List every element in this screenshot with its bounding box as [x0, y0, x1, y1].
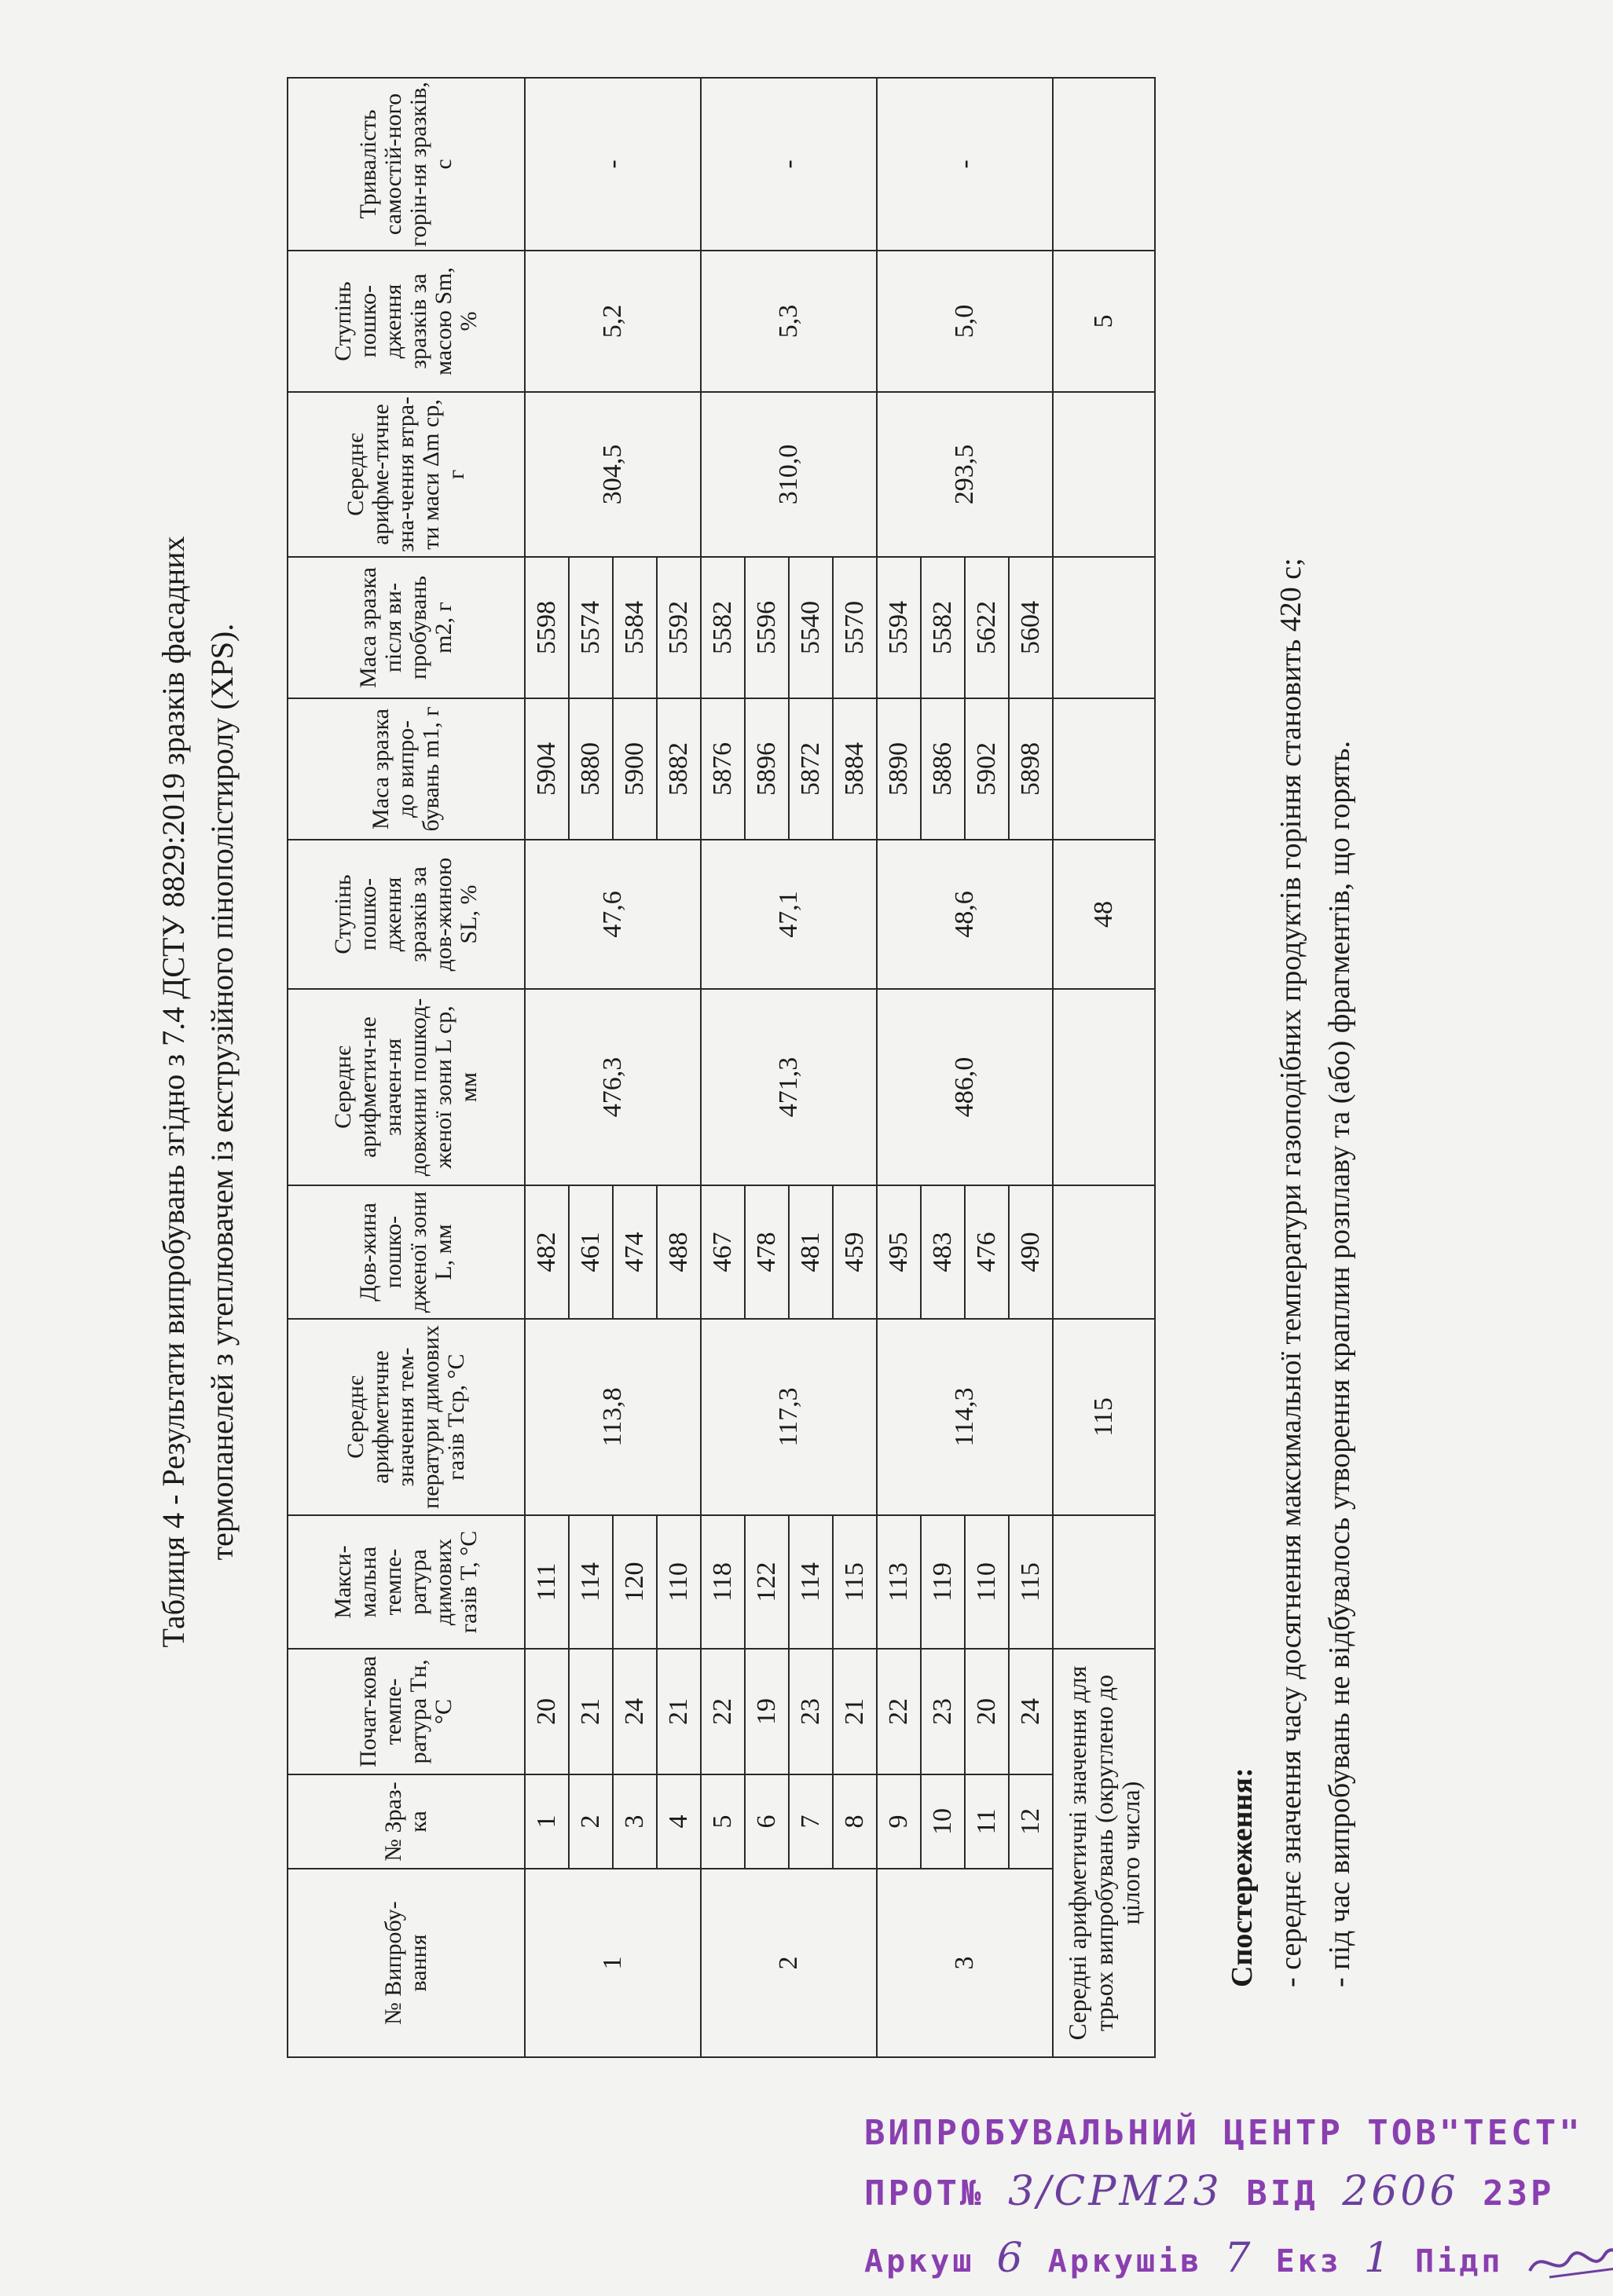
mass-before: 5876: [701, 698, 745, 840]
sample-number: 4: [657, 1774, 701, 1869]
mass-after: 5596: [745, 557, 789, 698]
mass-after: 5592: [657, 557, 701, 698]
mass-after: 5622: [965, 557, 1009, 698]
mass-before: 5882: [657, 698, 701, 840]
length-damage-degree: 48,6: [877, 840, 1053, 989]
summary-length-damage: 48: [1053, 840, 1155, 989]
avg-damaged-length: 486,0: [877, 989, 1053, 1185]
sample-number: 8: [833, 1774, 877, 1869]
test-number: 3: [877, 1869, 1053, 2057]
damaged-length: 476: [965, 1185, 1009, 1319]
results-table: [287, 77, 1156, 2058]
stamp-line-2: [864, 2168, 1613, 2215]
damaged-length: 483: [921, 1185, 965, 1319]
initial-temp: 22: [877, 1649, 921, 1774]
max-temp: 110: [965, 1515, 1009, 1649]
damaged-length: 488: [657, 1185, 701, 1319]
initial-temp: 21: [833, 1649, 877, 1774]
table-caption: [149, 189, 247, 1995]
max-temp: 122: [745, 1515, 789, 1649]
max-temp: 119: [921, 1515, 965, 1649]
header-cell: Дов-жина пошко-дженої зони L, мм: [288, 1185, 525, 1319]
handwritten-protocol-number: 3/СРМ23: [1007, 2168, 1223, 2215]
mass-after: 5582: [701, 557, 745, 698]
summary-empty: [1053, 1185, 1155, 1319]
damaged-length: 490: [1009, 1185, 1053, 1319]
max-temp: 114: [569, 1515, 613, 1649]
initial-temp: 21: [657, 1649, 701, 1774]
summary-row: [1053, 78, 1155, 2057]
max-temp: 115: [1009, 1515, 1053, 1649]
mass-damage-degree: 5,0: [877, 251, 1053, 392]
table-row: [525, 78, 569, 2057]
header-cell: Середнє арифметич-не значен-ня довжини пошкод-женої зони L ср, мм: [288, 989, 525, 1185]
stamp-protocol-label: ПРОТ№: [864, 2173, 984, 2214]
sample-number: 11: [965, 1774, 1009, 1869]
damaged-length: 482: [525, 1185, 569, 1319]
mass-before: 5898: [1009, 698, 1053, 840]
max-temp: 114: [789, 1515, 833, 1649]
mass-after: 5604: [1009, 557, 1053, 698]
sample-number: 9: [877, 1774, 921, 1869]
handwritten-sheets-total: 7: [1224, 2235, 1254, 2282]
stamp-sheet-label: Аркуш: [864, 2243, 975, 2280]
header-cell: Ступінь пошко-дження зразків за дов-жиною SL, %: [288, 840, 525, 989]
caption-line-2: термопанелей з утеплювачем із екструзійного пінополістиролу (XPS).: [204, 623, 240, 1561]
avg-mass-loss: 304,5: [525, 392, 701, 557]
summary-empty: [1053, 557, 1155, 698]
mass-before: 5902: [965, 698, 1009, 840]
avg-temp: 113,8: [525, 1319, 701, 1515]
stamp-line-3: [864, 2235, 1613, 2287]
burning-duration: -: [877, 78, 1053, 251]
mass-before: 5900: [613, 698, 657, 840]
header-cell: Середнє арифме-тичне зна-чення втра-ти маси Δm ср, г: [288, 392, 525, 557]
table-row: [701, 78, 745, 2057]
avg-temp: 117,3: [701, 1319, 877, 1515]
table-body: [525, 78, 1155, 2057]
header-cell: Маса зразка після ви-пробувань m2, г: [288, 557, 525, 698]
test-number: 2: [701, 1869, 877, 2057]
max-temp: 110: [657, 1515, 701, 1649]
mass-after: 5598: [525, 557, 569, 698]
observations: [1218, 102, 1364, 1987]
avg-temp: 114,3: [877, 1319, 1053, 1515]
table-header: [288, 78, 525, 2057]
sample-number: 1: [525, 1774, 569, 1869]
signature-scribble: [1526, 2239, 1613, 2287]
initial-temp: 20: [965, 1649, 1009, 1774]
header-cell: № Зраз-ка: [288, 1774, 525, 1869]
length-damage-degree: 47,1: [701, 840, 877, 989]
mass-damage-degree: 5,3: [701, 251, 877, 392]
sample-number: 10: [921, 1774, 965, 1869]
initial-temp: 23: [921, 1649, 965, 1774]
observations-title: Спостереження:: [1226, 1767, 1259, 1987]
mass-before: 5880: [569, 698, 613, 840]
damaged-length: 481: [789, 1185, 833, 1319]
mass-after: 5594: [877, 557, 921, 698]
header-cell: Тривалість самостій-ного горін-ня зразків, с: [288, 78, 525, 251]
stamp-sheets-label: Аркушів: [1047, 2243, 1203, 2280]
observation-item: - під час випробувань не відбувалось утворення краплин розплаву та (або) фрагментів, що горять.: [1323, 741, 1356, 1987]
initial-temp: 24: [1009, 1649, 1053, 1774]
handwritten-date: 2606: [1342, 2168, 1459, 2215]
mass-before: 5884: [833, 698, 877, 840]
initial-temp: 23: [789, 1649, 833, 1774]
mass-after: 5582: [921, 557, 965, 698]
initial-temp: 19: [745, 1649, 789, 1774]
mass-before: 5890: [877, 698, 921, 840]
stamp-copy-label: Екз: [1275, 2243, 1342, 2280]
test-number: 1: [525, 1869, 701, 2057]
mass-after: 5540: [789, 557, 833, 698]
caption-line-1: Таблиця 4 - Результати випробувань згідно з 7.4 ДСТУ 8829:2019 зразків фасадних: [156, 536, 191, 1648]
damaged-length: 474: [613, 1185, 657, 1319]
summary-empty: [1053, 698, 1155, 840]
summary-empty: [1053, 989, 1155, 1185]
rotated-document: [118, 16, 1611, 2058]
table-row: [877, 78, 921, 2057]
mass-damage-degree: 5,2: [525, 251, 701, 392]
max-temp: 113: [877, 1515, 921, 1649]
mass-before: 5904: [525, 698, 569, 840]
handwritten-sheet-number: 6: [996, 2235, 1026, 2282]
avg-damaged-length: 476,3: [525, 989, 701, 1185]
initial-temp: 22: [701, 1649, 745, 1774]
mass-before: 5872: [789, 698, 833, 840]
header-cell: Маса зразка до випро-бувань m1, г: [288, 698, 525, 840]
max-temp: 115: [833, 1515, 877, 1649]
initial-temp: 20: [525, 1649, 569, 1774]
stamp-year-label: 23Р: [1483, 2173, 1555, 2214]
damaged-length: 467: [701, 1185, 745, 1319]
mass-before: 5896: [745, 698, 789, 840]
avg-mass-loss: 293,5: [877, 392, 1053, 557]
avg-damaged-length: 471,3: [701, 989, 877, 1185]
sample-number: 3: [613, 1774, 657, 1869]
sample-number: 7: [789, 1774, 833, 1869]
header-cell: Почат-кова темпе-ратура Tн, °C: [288, 1649, 525, 1774]
summary-avg-temp: 115: [1053, 1319, 1155, 1515]
stamp-line-1: ВИПРОБУВАЛЬНИЙ ЦЕНТР ТОВ"ТЕСТ": [864, 2113, 1583, 2153]
summary-empty: [1053, 392, 1155, 557]
avg-mass-loss: 310,0: [701, 392, 877, 557]
header-cell: Середнє арифметичне значення тем-ператури димових газів Tср, °C: [288, 1319, 525, 1515]
sample-number: 5: [701, 1774, 745, 1869]
max-temp: 111: [525, 1515, 569, 1649]
sample-number: 12: [1009, 1774, 1053, 1869]
damaged-length: 478: [745, 1185, 789, 1319]
mass-after: 5570: [833, 557, 877, 698]
summary-mass-damage: 5: [1053, 251, 1155, 392]
damaged-length: 459: [833, 1185, 877, 1319]
header-cell: Ступінь пошко-дження зразків за масою Sm, %: [288, 251, 525, 392]
damaged-length: 461: [569, 1185, 613, 1319]
summary-empty: [1053, 78, 1155, 251]
mass-after: 5584: [613, 557, 657, 698]
sample-number: 6: [745, 1774, 789, 1869]
summary-empty: [1053, 1515, 1155, 1649]
header-cell: № Випробу-вання: [288, 1869, 525, 2057]
stamp-from-label: ВІД: [1246, 2173, 1318, 2214]
observation-item: - середнє значення часу досягнення максимальної температури газоподібних продуктів горіння становить 420 с;: [1274, 558, 1307, 1987]
summary-label: Середні арифметичні значення для трьох випробувань (округлено до цілого числа): [1053, 1649, 1155, 2057]
header-cell: Макси-мальна темпе-ратура димових газів T, °C: [288, 1515, 525, 1649]
initial-temp: 21: [569, 1649, 613, 1774]
stamp-signature-label: Підп: [1415, 2243, 1504, 2280]
sample-number: 2: [569, 1774, 613, 1869]
length-damage-degree: 47,6: [525, 840, 701, 989]
max-temp: 118: [701, 1515, 745, 1649]
handwritten-copy-number: 1: [1363, 2235, 1393, 2282]
burning-duration: -: [525, 78, 701, 251]
max-temp: 120: [613, 1515, 657, 1649]
mass-before: 5886: [921, 698, 965, 840]
initial-temp: 24: [613, 1649, 657, 1774]
damaged-length: 495: [877, 1185, 921, 1319]
burning-duration: -: [701, 78, 877, 251]
mass-after: 5574: [569, 557, 613, 698]
